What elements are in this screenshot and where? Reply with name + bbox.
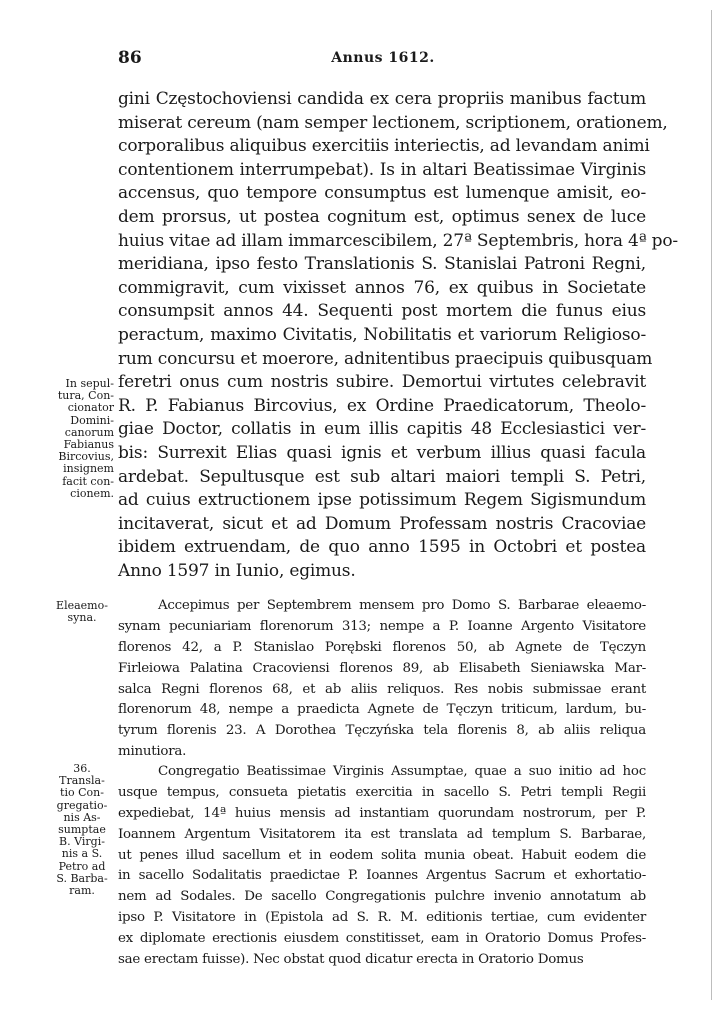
text-line: consumpsit annos 44. Sequenti post mortem die funus eius xyxy=(118,301,646,322)
marginal-line: In sepul- xyxy=(65,377,114,390)
text-line: Firleiowa Palatina Cracoviensi florenos 89, ab Elisabeth Sieniawska Mar- xyxy=(118,660,646,676)
text-line: synam pecuniariam florenorum 313; nempe a P. Ioanne Argento Visitatore xyxy=(118,618,646,634)
text-line: meridiana, ipso festo Translationis S. Stanislai Patroni Regni, xyxy=(118,254,646,275)
text-line: contentionem interrumpebat). Is in altari Beatissimae Virginis xyxy=(118,159,646,180)
text-line: ardebat. Sepultusque est sub altari maiori templi S. Petri, xyxy=(118,466,646,487)
text-line: in sacello Sodalitatis praedictae P. Ioannes Argentus Sacrum et exhortatio- xyxy=(118,868,646,884)
text-line: salca Regni florenos 68, et ab aliis reliquos. Res nobis submissae erant xyxy=(118,681,646,697)
text-line: incitaverat, sicut et ad Domum Professam nostris Cracoviae xyxy=(118,513,646,534)
text-line: gini Częstochoviensi candida ex cera propriis manibus factum xyxy=(118,89,646,109)
text-line: usque tempus, consueta pietatis exercitia in sacello S. Petri templi Regii xyxy=(118,784,646,800)
text-line: ibidem extruendam, de quo anno 1595 in Octobri et postea xyxy=(118,537,646,558)
text-line: tyrum florenis 23. A Dorothea Tęczyńska tela florenis 8, ab aliis reliqua xyxy=(118,723,646,739)
marginal-line: canorum xyxy=(64,425,114,439)
text-line: peractum, maximo Civitatis, Nobilitatis et variorum Religioso- xyxy=(118,324,646,345)
page-edge-line xyxy=(711,10,712,1000)
marginal-line: insignem xyxy=(63,462,114,476)
text-line: commigravit, cum vixisset annos 76, ex quibus in Societate xyxy=(118,277,646,298)
page-header xyxy=(118,48,648,70)
marginal-line: 36. xyxy=(73,762,91,775)
running-head: Annus 1612. xyxy=(331,50,435,66)
text-line: nem ad Sodales. De sacello Congregationis pulchre invenio annotatum ab xyxy=(118,889,646,905)
marginal-note-congregatio xyxy=(50,763,114,897)
text-line: ex diplomate erectionis eiusdem constitisset, eam in Oratorio Domus Profes- xyxy=(118,931,646,947)
text-line: giae Doctor, collatis in eum illis capitis 48 Ecclesiastici ver- xyxy=(118,419,646,440)
text-line: corporalibus aliquibus exercitiis interiectis, ad levandam animi xyxy=(118,136,650,157)
marginal-line: ram. xyxy=(69,884,95,898)
text-line: sae erectam fuisse). Nec obstat quod dicatur erecta in Oratorio Domus xyxy=(118,952,584,968)
marginal-line: Petro ad xyxy=(58,859,106,873)
text-line: ipso P. Visitatore in (Epistola ad S. R. M. editionis tertiae, cum evidenter xyxy=(118,910,646,926)
text-line: ad cuius extructionem ipse potissimum Regem Sigismundum xyxy=(118,490,646,511)
marginal-line: Transla- xyxy=(59,774,105,788)
marginal-line: Eleaemo- xyxy=(56,599,108,612)
marginal-line: Bircovius, xyxy=(58,450,114,464)
marginal-line: B. Virgi- xyxy=(59,835,105,849)
marginal-line: syna. xyxy=(67,611,97,625)
text-line: rum concursu et moerore, adnitentibus praecipuis quibusquam xyxy=(118,348,653,369)
marginal-line: S. Barba- xyxy=(56,871,108,885)
marginal-line: facit con- xyxy=(62,474,114,488)
alms-paragraph xyxy=(118,596,646,763)
main-paragraph xyxy=(118,88,678,583)
page-number: 86 xyxy=(118,48,142,68)
marginal-line: sumptae xyxy=(58,823,106,837)
marginal-line: cionator xyxy=(67,401,114,415)
text-line: dem prorsus, ut postea cognitum est, optimus senex de luce xyxy=(118,206,646,227)
text-line: florenos 42, a P. Stanislao Porębski florenos 50, ab Agnete de Tęczyn xyxy=(118,639,646,655)
text-line: minutiora. xyxy=(118,744,187,760)
marginal-note-alms xyxy=(48,600,116,624)
marginal-line: Fabianus xyxy=(63,438,114,452)
text-line: Accepimus per Septembrem mensem pro Domo S. Barbarae eleaemo- xyxy=(158,598,646,613)
congregatio-paragraph xyxy=(118,762,646,971)
text-line: ut penes illud sacellum et in eodem solita munia obeat. Habuit eodem die xyxy=(118,847,646,863)
text-line: feretri onus cum nostris subire. Demortui virtutes celebravit xyxy=(118,372,646,393)
text-line: miserat cereum (nam semper lectionem, scriptionem, orationem, xyxy=(118,112,668,133)
text-line: expediebat, 14ª huius mensis ad instantiam quorundam nostrorum, per P. xyxy=(118,805,646,821)
text-line: florenorum 48, nempe a praedicta Agnete de Tęczyn triticum, lardum, bu- xyxy=(118,702,646,718)
text-line: bis: Surrexit Elias quasi ignis et verbum illius quasi facula xyxy=(118,442,646,463)
text-line: Ioannem Argentum Visitatorem ita est translata ad templum S. Barbarae, xyxy=(118,826,646,842)
text-line: Congregatio Beatissimae Virginis Assumptae, quae a suo initio ad hoc xyxy=(158,764,646,779)
marginal-line: cionem. xyxy=(70,486,114,500)
marginal-line: Domini- xyxy=(70,413,114,427)
text-line: Anno 1597 in Iunio, egimus. xyxy=(118,560,356,581)
marginal-line: gregatio- xyxy=(56,798,108,812)
marginal-line: tura, Con- xyxy=(57,389,114,403)
marginal-line: nis As- xyxy=(63,810,101,824)
text-line: accensus, quo tempore consumptus est lumenque amisit, eo- xyxy=(118,183,646,204)
marginal-line: nis a S. xyxy=(61,847,103,861)
marginal-note-funeral xyxy=(48,378,114,500)
text-line: R. P. Fabianus Bircovius, ex Ordine Praedicatorum, Theolo- xyxy=(118,395,646,416)
marginal-line: tio Con- xyxy=(60,786,104,800)
text-line: huius vitae ad illam immarcescibilem, 27ª Septembris, hora 4ª po- xyxy=(118,230,678,251)
